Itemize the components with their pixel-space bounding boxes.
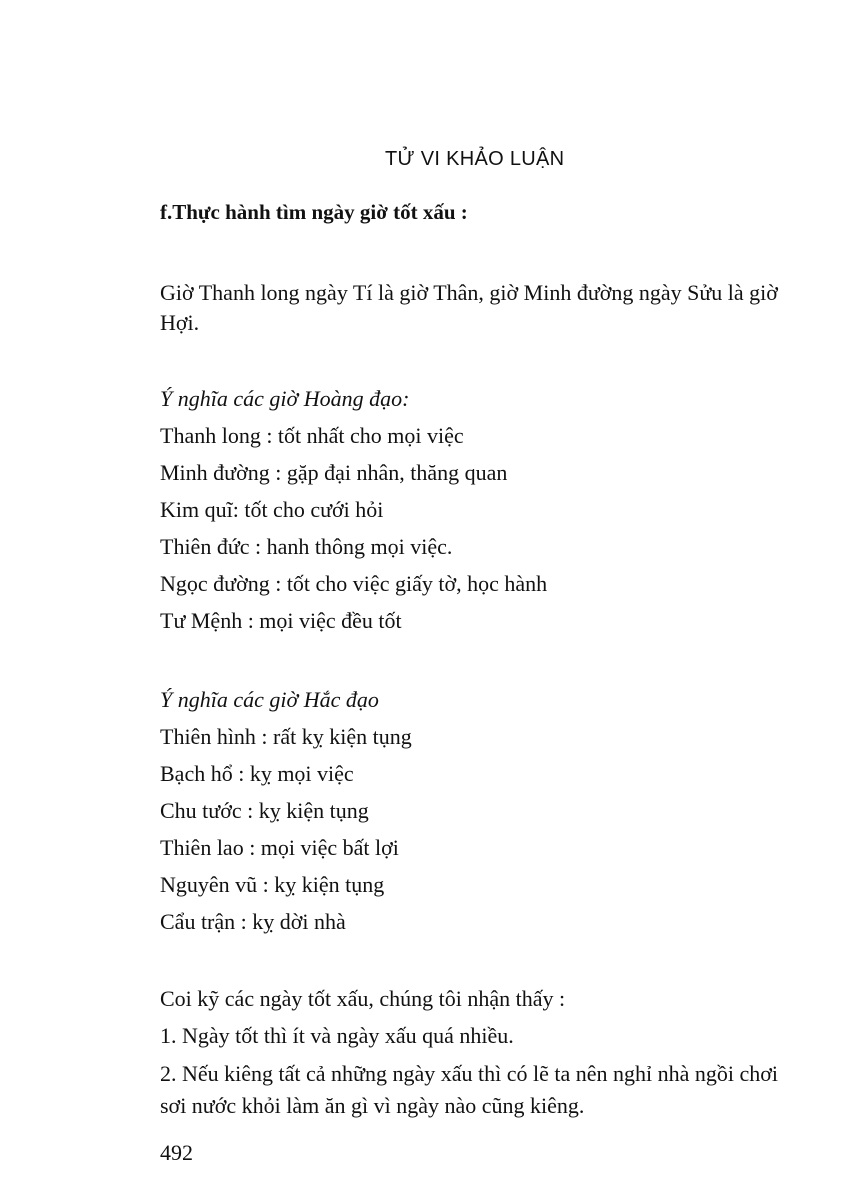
hoang-dao-item: Minh đường : gặp đại nhân, thăng quan	[160, 460, 508, 485]
page-body	[160, 192, 800, 1122]
observations-block	[160, 980, 800, 1122]
hac-dao-item: Nguyên vũ : kỵ kiện tụng	[160, 872, 385, 897]
observations-lead: Coi kỹ các ngày tốt xấu, chúng tôi nhận thấy :	[160, 986, 566, 1011]
section-heading: f.Thực hành tìm ngày giờ tốt xấu :	[160, 200, 468, 224]
hoang-dao-item: Thanh long : tốt nhất cho mọi việc	[160, 423, 464, 448]
hoang-dao-title: Ý nghĩa các giờ Hoàng đạo:	[160, 386, 410, 411]
hac-dao-item: Cẩu trận : kỵ dời nhà	[160, 909, 346, 934]
page-number: 492	[160, 1140, 193, 1165]
running-header: TỬ VI KHẢO LUẬN	[385, 148, 565, 170]
hac-dao-item: Chu tước : kỵ kiện tụng	[160, 798, 369, 823]
observation-point: 1. Ngày tốt thì ít và ngày xấu quá nhiều.	[160, 1023, 514, 1048]
hac-dao-title: Ý nghĩa các giờ Hắc đạo	[160, 687, 379, 712]
hoang-dao-item: Tư Mệnh : mọi việc đều tốt	[160, 608, 402, 633]
hac-dao-block	[160, 681, 800, 940]
hoang-dao-block	[160, 380, 800, 639]
hac-dao-item: Thiên lao : mọi việc bất lợi	[160, 835, 399, 860]
hoang-dao-item: Thiên đức : hanh thông mọi việc.	[160, 534, 453, 559]
hac-dao-item: Bạch hổ : kỵ mọi việc	[160, 761, 354, 786]
hoang-dao-item: Ngọc đường : tốt cho việc giấy tờ, học hành	[160, 571, 548, 596]
hoang-dao-item: Kim quĩ: tốt cho cưới hỏi	[160, 497, 384, 522]
intro-paragraph: Giờ Thanh long ngày Tí là giờ Thân, giờ Minh đường ngày Sửu là giờ Hợi.	[160, 280, 778, 335]
hac-dao-item: Thiên hình : rất kỵ kiện tụng	[160, 724, 412, 749]
observation-point: 2. Nếu kiêng tất cả những ngày xấu thì có lẽ ta nên nghỉ nhà ngồi chơi sơi nước khỏi làm ăn gì vì ngày nào cũng kiêng.	[160, 1061, 779, 1118]
